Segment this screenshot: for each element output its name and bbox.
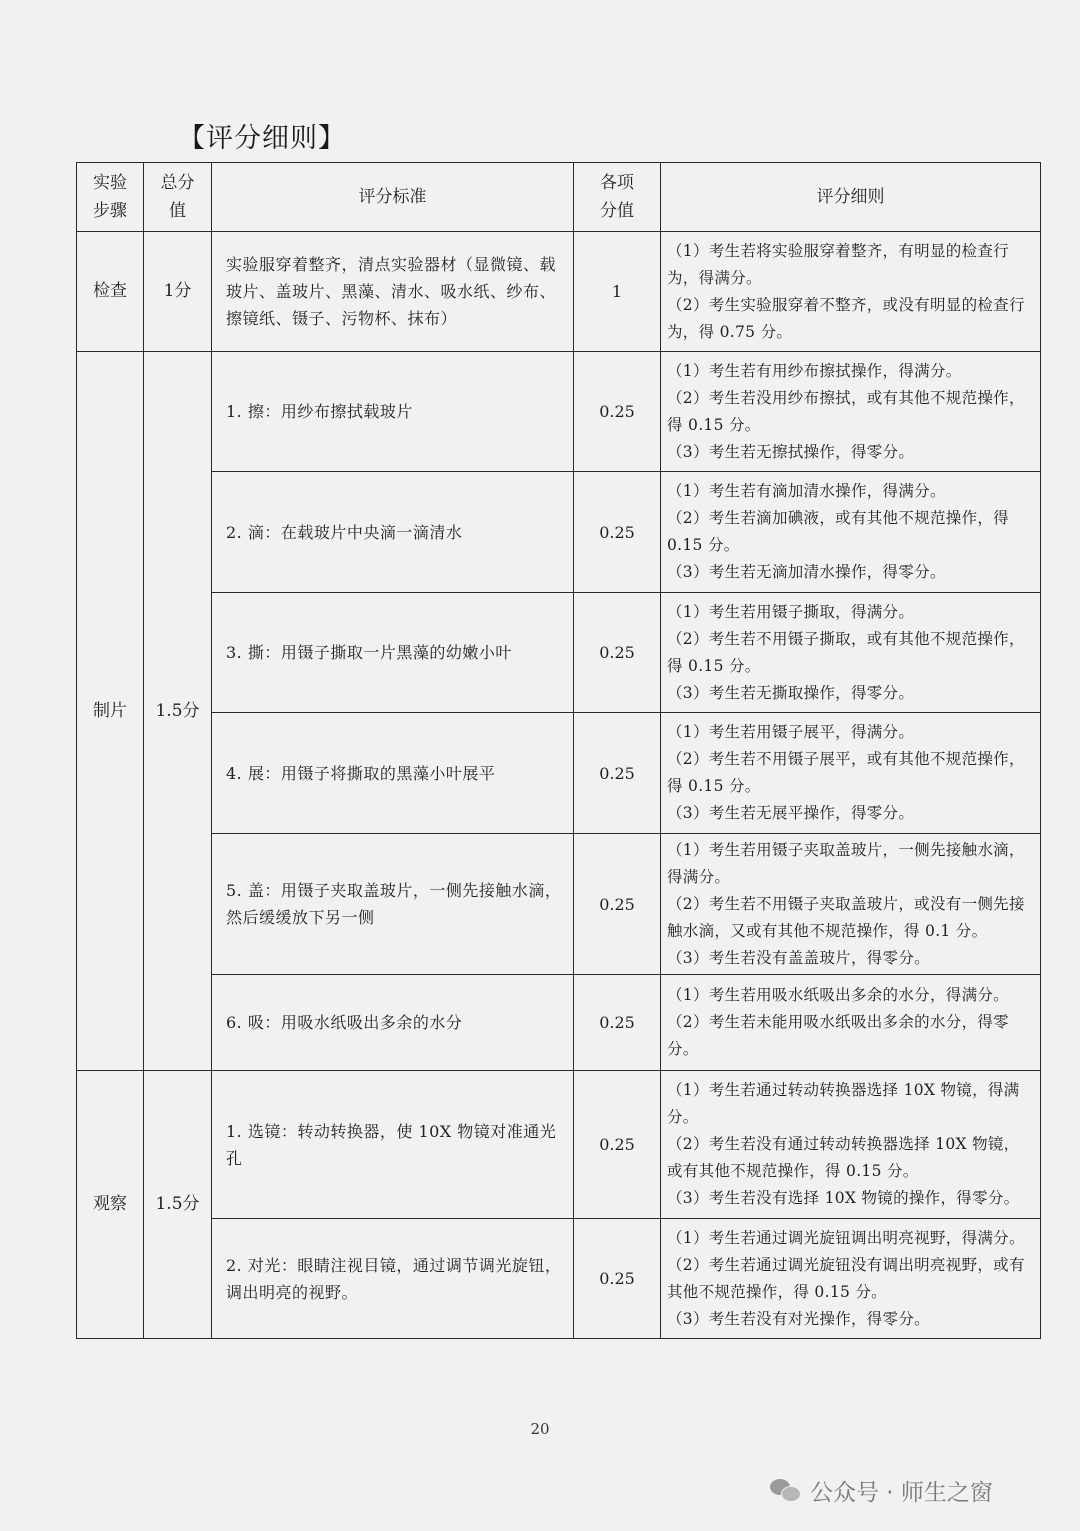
value-cell: 0.25 (574, 834, 661, 975)
standard-cell: 4. 展：用镊子将撕取的黑藻小叶展平 (212, 713, 574, 834)
value-cell: 0.25 (574, 593, 661, 713)
detail-cell (661, 713, 1041, 834)
detail-line: （3）考生若没有盖盖玻片，得零分。 (667, 948, 930, 967)
standard-cell: 5. 盖：用镊子夹取盖玻片，一侧先接触水滴，然后缓缓放下另一侧 (212, 834, 574, 975)
detail-line: （2）考生若未能用吸水纸吸出多余的水分，得零分。 (667, 1013, 1009, 1058)
detail-line: （1）考生若用镊子撕取，得满分。 (667, 602, 915, 621)
detail-line: （2）考生若通过调光旋钮没有调出明亮视野，或有其他不规范操作，得 0.15 分。 (667, 1255, 1025, 1301)
value-cell: 0.25 (574, 713, 661, 834)
header-step: 实验 步骤 (77, 163, 144, 232)
detail-line: （1）考生若通过调光旋钮调出明亮视野，得满分。 (667, 1228, 1025, 1247)
detail-line: （1）考生若有用纱布擦拭操作，得满分。 (667, 361, 962, 380)
table-row (77, 975, 1041, 1071)
wechat-icon (770, 1477, 802, 1503)
detail-cell (661, 593, 1041, 713)
detail-line: （1）考生若用镊子夹取盖玻片，一侧先接触水滴，得满分。 (667, 840, 1025, 886)
standard-cell: 2. 对光：眼睛注视目镜，通过调节调光旋钮，调出明亮的视野。 (212, 1219, 574, 1339)
header-standard: 评分标准 (212, 163, 574, 232)
value-cell: 0.25 (574, 1219, 661, 1339)
detail-cell (661, 834, 1041, 975)
page-number: 20 (530, 1420, 550, 1438)
detail-line: （2）考生若不用镊子夹取盖玻片，或没有一侧先接触水滴，又或有其他不规范操作，得 0.1 分。 (667, 894, 1025, 940)
watermark-text: 公众号 · 师生之窗 (810, 1479, 993, 1506)
header-detail: 评分细则 (661, 163, 1041, 232)
detail-cell (661, 232, 1041, 352)
value-cell: 1 (574, 232, 661, 352)
standard-cell: 3. 撕：用镊子撕取一片黑藻的幼嫩小叶 (212, 593, 574, 713)
table-row (77, 232, 1041, 352)
table-row (77, 713, 1041, 834)
total-cell: 1分 (144, 232, 212, 352)
detail-line: （1）考生若用镊子展平，得满分。 (667, 723, 915, 741)
value-cell: 0.25 (574, 975, 661, 1071)
section-heading: 【评分细则】 (178, 123, 346, 154)
standard-cell: 1. 选镜：转动转换器，使 10X 物镜对准通光孔 (212, 1071, 574, 1219)
step-cell: 观察 (77, 1071, 144, 1339)
detail-line: （3）考生若没有对光操作，得零分。 (667, 1309, 930, 1328)
detail-line: （1）考生若将实验服穿着整齐，有明显的检查行为，得满分。 (667, 241, 1009, 287)
detail-line: （2）考生实验服穿着不整齐，或没有明显的检查行为，得 0.75 分。 (667, 295, 1025, 341)
detail-line: （2）考生若没用纱布擦拭，或有其他不规范操作，得 0.15 分。 (667, 388, 1025, 434)
value-cell: 0.25 (574, 1071, 661, 1219)
detail-cell (661, 975, 1041, 1071)
watermark (770, 1470, 993, 1510)
detail-line: （1）考生若有滴加清水操作，得满分。 (667, 482, 946, 500)
detail-cell (661, 1071, 1041, 1219)
value-cell: 0.25 (574, 472, 661, 593)
detail-line: （3）考生若无展平操作，得零分。 (667, 804, 915, 822)
header-total: 总分 值 (144, 163, 212, 232)
standard-cell: 2. 滴：在载玻片中央滴一滴清水 (212, 472, 574, 593)
detail-line: （1）考生若用吸水纸吸出多余的水分，得满分。 (667, 986, 1009, 1004)
detail-line: （3）考生若没有选择 10X 物镜的操作，得零分。 (667, 1189, 1020, 1207)
table-row (77, 352, 1041, 472)
standard-cell: 6. 吸：用吸水纸吸出多余的水分 (212, 975, 574, 1071)
scoring-table (76, 162, 1041, 1339)
value-cell: 0.25 (574, 352, 661, 472)
step-cell: 检查 (77, 232, 144, 352)
detail-line: （3）考生若无擦拭操作，得零分。 (667, 442, 915, 461)
detail-cell (661, 352, 1041, 472)
detail-line: （3）考生若无撕取操作，得零分。 (667, 683, 915, 702)
table-row (77, 1071, 1041, 1219)
detail-line: （2）考生若没有通过转动转换器选择 10X 物镜，或有其他不规范操作，得 0.15 分。 (667, 1135, 1020, 1180)
step-cell: 制片 (77, 352, 144, 1071)
standard-cell: 实验服穿着整齐，清点实验器材（显微镜、载玻片、盖玻片、黑藻、清水、吸水纸、纱布、擦镜纸、镊子、污物杯、抹布） (212, 232, 574, 352)
detail-cell (661, 1219, 1041, 1339)
table-row (77, 472, 1041, 593)
detail-line: （3）考生若无滴加清水操作，得零分。 (667, 563, 946, 581)
standard-cell: 1. 擦：用纱布擦拭载玻片 (212, 352, 574, 472)
table-row (77, 593, 1041, 713)
total-cell: 1.5分 (144, 1071, 212, 1339)
detail-line: （2）考生若不用镊子展平，或有其他不规范操作，得 0.15 分。 (667, 750, 1025, 795)
header-item-value: 各项 分值 (574, 163, 661, 232)
total-cell: 1.5分 (144, 352, 212, 1071)
detail-line: （1）考生若通过转动转换器选择 10X 物镜，得满分。 (667, 1081, 1020, 1126)
table-header-row (77, 163, 1041, 232)
table-row (77, 1219, 1041, 1339)
detail-line: （2）考生若滴加碘液，或有其他不规范操作，得 0.15 分。 (667, 509, 1009, 554)
detail-cell (661, 472, 1041, 593)
table-row (77, 834, 1041, 975)
detail-line: （2）考生若不用镊子撕取，或有其他不规范操作，得 0.15 分。 (667, 629, 1025, 675)
